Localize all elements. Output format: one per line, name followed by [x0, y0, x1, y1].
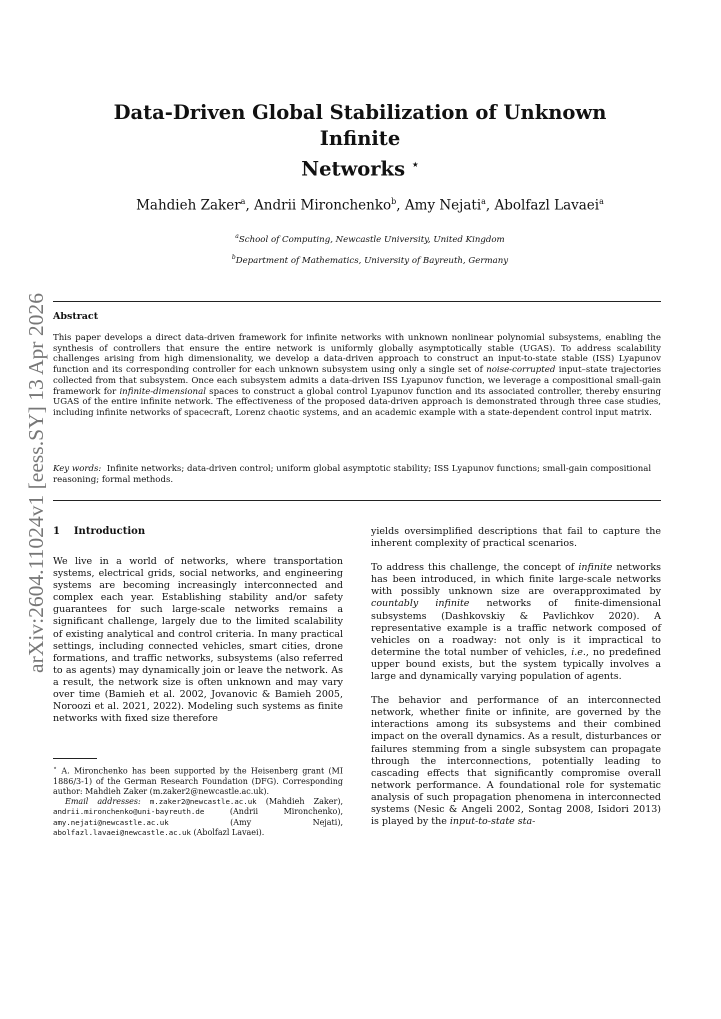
abstract-body: This paper develops a direct data-driven framework for infinite networks with unknown nonlinear polynomial subsystems, enabling the synthesis of controllers that ensure the entire network is uniformly globally asymptotically stable (UGAS). To address scalability challenges arising from high dimensionality, we develop a data-driven approach to construct an input-to-state stable (ISS) Lyapunov function and its corresponding controller for each unknown subsystem using only a single set of noise-corrupted input–state trajectories collected from that subsystem. Once each subsystem admits a data-driven ISS Lyapunov function, we leverage a compositional small-gain framework for infinite-dimensional spaces to construct a global control Lyapunov function and its associated controller, thereby ensuring UGAS of the entire infinite network. The effectiveness of the proposed data-driven approach is demonstrated through three case studies, including infinite networks of spacecraft, Lorenz chaotic systems, and an academic example with a state-dependent control input matrix. — [53, 333, 661, 418]
affiliation: $^b$Department of Mathematics, University of Bayreuth, Germany — [231, 254, 509, 266]
abstract-bottom-rule — [53, 500, 661, 501]
author: Amy Nejati — [404, 197, 482, 214]
keywords: Key words: Infinite networks; data-driven control; uniform global asymptotic stability; ISS Lyapunov functions; small-gain compositional reasoning; formal methods. — [53, 464, 652, 485]
arxiv-id-text: arXiv:2604.11024v1 [eess.SY] 13 Apr 2026 — [24, 293, 48, 673]
section-heading: 1 Introduction — [53, 526, 146, 537]
author: Mahdieh Zaker — [136, 197, 241, 214]
paragraph: We live in a world of networks, where transportation systems, electrical grids, social networks, and engineering systems are becoming increasingly interconnected and complex each year. Establishing stability and/or safety guarantees for such large-scale networks remains a significant challenge, largely due to the limited scalability of existing analytical and control criteria. In many practical settings, including connected vehicles, smart cities, drone formations, and traffic networks, subsystems (also referred to as agents) may dynamically join or leave the network. As a result, the network size is often unknown and may vary over time (Bamieh et al. 2002, Jovanovic & Bamieh 2005, Noroozi et al. 2021, 2022). Modeling such systems as finite networks with fixed size therefore — [53, 556, 343, 725]
title-line-1: Data-Driven Global Stabilization of Unknown Infinite — [113, 101, 607, 150]
abstract-heading: Abstract — [53, 311, 99, 322]
author: Andrii Mironchenko — [254, 197, 392, 214]
paragraph: yields oversimplified descriptions that fail to capture the inherent complexity of practical scenarios. — [371, 526, 661, 550]
left-column — [53, 556, 343, 725]
right-column — [371, 526, 661, 828]
arxiv-identifier-stamp — [6, 288, 56, 673]
title-line-2: Networks — [301, 157, 406, 181]
paragraph: The behavior and performance of an interconnected network, whether finite or infinite, are governed by the interactions among its subsystems and their combined impact on the overall dynamics. As a result, disturbances or failures stemming from a single subsystem can propagate through the interconnections, potentially leading to cascading effects that significantly compromise overall network performance. A foundational role for systematic analysis of such propagation phenomena in interconnected systems (Nesic & Angeli 2002, Sontag 2008, Isidori 2013) is played by the input-to-state sta- — [371, 695, 661, 828]
paper-title — [90, 100, 630, 183]
affiliation: $^a$School of Computing, Newcastle University, United Kingdom — [235, 233, 505, 245]
author: Abolfazl Lavaei — [494, 197, 600, 214]
author-list: Mahdieh Zaker$^a$, Andrii Mironchenko$^b$, Amy Nejati$^a$, Abolfazl Lavaei$^a$ — [136, 197, 604, 214]
paragraph: To address this challenge, the concept of infinite networks has been introduced, in which finite large-scale networks with possibly unknown size are overapproximated by countably infinite networks of finite-dimensional subsystems (Dashkovskiy & Pavlichkov 2020). A representative example is a traffic network composed of vehicles on a roadway: not only is it impractical to determine the total number of vehicles, i.e., no predefined upper bound exists, but the system typically involves a large and dynamically varying population of agents. — [371, 562, 662, 683]
title-footnote-mark: ⋆ — [411, 158, 419, 171]
keywords-label: Key words: — [53, 464, 102, 474]
footnote: ⋆ A. Mironchenko has been supported by the Heisenberg grant (MI 1886/3-1) of the German Research Foundation (DFG). Corresponding author: Mahdieh Zaker (m.zaker2@newcastle.ac.uk). Email addresses: m.zaker2@newcastle.ac.uk (Mahdieh Zaker), andrii.mironchenko@uni-bayreuth.de (Andrii Mironchenko), amy.nejati@newcastle.ac.uk (Amy Nejati), abolfazl.lavaei@newcastle.ac.uk (Abolfazl Lavaei). — [53, 764, 343, 837]
abstract-top-rule — [53, 301, 661, 302]
footnote-rule — [53, 758, 97, 759]
